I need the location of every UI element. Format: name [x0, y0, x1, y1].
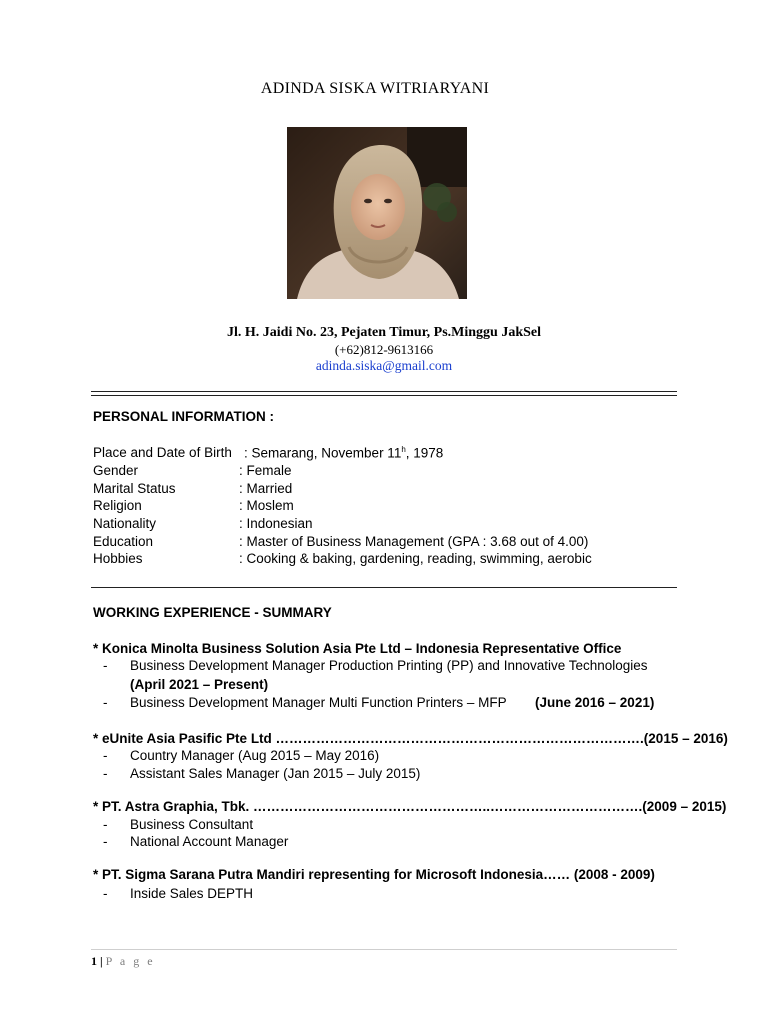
company-eunite: * eUnite Asia Pasific Pte Ltd ……………………………………………………………………….(2015 – 2016) [93, 731, 728, 746]
birth-label: Place and Date of Birth [93, 445, 232, 460]
hobbies-value: : Cooking & baking, gardening, reading, swimming, aerobic [239, 551, 592, 566]
portrait-image [287, 127, 467, 299]
experience-heading: WORKING EXPERIENCE - SUMMARY [93, 605, 332, 620]
list-dash: - [103, 748, 108, 763]
job-title: Assistant Sales Manager (Jan 2015 – July 2015) [130, 766, 421, 781]
personal-info-heading: PERSONAL INFORMATION : [93, 409, 274, 424]
gender-label: Gender [93, 463, 139, 478]
list-dash: - [103, 658, 108, 673]
gender-value: : Female [239, 463, 292, 478]
nationality-label: Nationality [93, 516, 157, 531]
nationality-value: : Indonesian [239, 516, 313, 531]
company-sigma: * PT. Sigma Sarana Putra Mandiri representing for Microsoft Indonesia…… (2008 - 2009) [93, 867, 655, 882]
religion-label: Religion [93, 498, 142, 513]
job-title: Business Consultant [130, 817, 254, 832]
page-word: P a g e [105, 954, 156, 968]
header-divider [91, 391, 677, 396]
company-konica: * Konica Minolta Business Solution Asia Pte Ltd – Indonesia Representative Office [93, 641, 622, 656]
marital-status-label: Marital Status [93, 481, 176, 496]
phone-number: (+62)812-9613166 [334, 342, 434, 357]
education-label: Education [93, 534, 154, 549]
list-dash: - [103, 695, 108, 710]
job-title: Inside Sales DEPTH [130, 886, 254, 901]
religion-value: : Moslem [239, 498, 294, 513]
company-astra: * PT. Astra Graphia, Tbk. ……………………………………………..…………………………….(2009 – 2015) [93, 799, 727, 814]
job-period: (June 2016 – 2021) [535, 695, 655, 710]
page-footer [91, 954, 155, 969]
birth-value: : Semarang, November 11$^h$, 1978 [244, 445, 444, 461]
job-title: Business Development Manager Multi Function Printers – MFP [130, 695, 507, 710]
profile-photo [287, 127, 467, 299]
job-period: (April 2021 – Present) [130, 677, 269, 692]
list-dash: - [103, 834, 108, 849]
job-title: Country Manager (Aug 2015 – May 2016) [130, 748, 380, 763]
page-number: 1 [91, 954, 97, 968]
footer-divider [91, 949, 677, 950]
hobbies-label: Hobbies [93, 551, 143, 566]
job-title: National Account Manager [130, 834, 289, 849]
job-title: Business Development Manager Production Printing (PP) and Innovative Technologies [130, 658, 648, 673]
education-value: : Master of Business Management (GPA : 3.68 out of 4.00) [239, 534, 589, 549]
address-line: Jl. H. Jaidi No. 23, Pejaten Timur, Ps.Minggu JakSel [227, 325, 541, 340]
email-link[interactable]: adinda.siska@gmail.com [315, 358, 453, 373]
footer-separator: | [97, 954, 106, 968]
list-dash: - [103, 817, 108, 832]
list-dash: - [103, 766, 108, 781]
list-dash: - [103, 886, 108, 901]
section-divider [91, 587, 677, 588]
marital-status-value: : Married [239, 481, 293, 496]
resume-name: ADINDA SISKA WITRIARYANI [260, 80, 490, 97]
